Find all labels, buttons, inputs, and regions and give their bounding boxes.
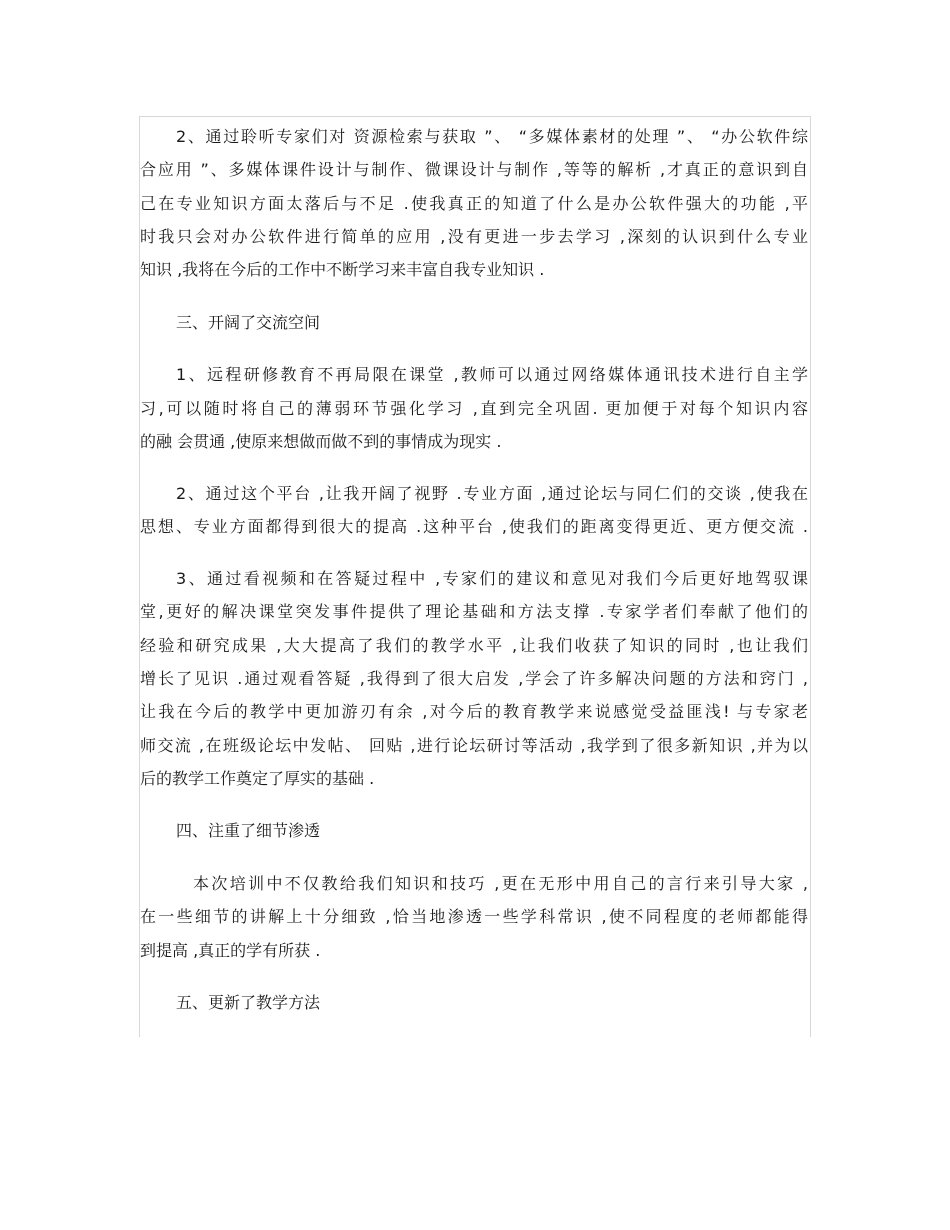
paragraph-line: 的融 会贯通 ,使原来想做而做不到的事情成为现实 . xyxy=(140,432,502,451)
paragraph-line: 堂,更好的解决课堂突发事件提供了理论基础和方法支撑 .专家学者们奉献了他们的 xyxy=(140,602,808,621)
paragraph-line: 师交流 ,在班级论坛中发帖、 回贴 ,进行论坛研讨等活动 ,我学到了很多新知识 ,并为以 xyxy=(140,736,808,755)
paragraph-line: 2、通过聆听专家们对 资源检索与获取 ”、 “多媒体素材的处理 ”、 “办公软件综 xyxy=(176,127,808,146)
paragraph-line: 思想、专业方面都得到很大的提高 .这种平台 ,使我们的距离变得更近、更方便交流 . xyxy=(140,517,808,536)
paragraph-line: 时我只会对办公软件进行简单的应用 ,没有更进一步去学习 ,深刻的认识到什么专业 xyxy=(140,227,808,246)
paragraph-line: 增长了见识 .通过观看答疑 ,我得到了很大启发 ,学会了许多解决问题的方法和窍门 , xyxy=(140,669,808,688)
paragraph-line: 后的教学工作奠定了厚实的基础 . xyxy=(140,769,375,788)
section-heading: 五、更新了教学方法 xyxy=(176,993,321,1012)
section-heading: 三、开阔了交流空间 xyxy=(176,313,321,332)
paragraph-line: 知识 ,我将在今后的工作中不断学习来丰富自我专业知识 . xyxy=(140,260,545,279)
paragraph-line: 到提高 ,真正的学有所获 . xyxy=(140,941,321,960)
paragraph-line: 本次培训中不仅教给我们知识和技巧 ,更在无形中用自己的言行来引导大家 , xyxy=(193,874,808,893)
paragraph-line: 经验和研究成果 ,大大提高了我们的教学水平 ,让我们收获了知识的同时 ,也让我们 xyxy=(140,636,808,655)
section-heading: 四、注重了细节渗透 xyxy=(176,821,321,840)
paragraph-line: 合应用 ”、多媒体课件设计与制作、微课设计与制作 ,等等的解析 ,才真正的意识到自 xyxy=(140,160,808,179)
paragraph-line: 3、通过看视频和在答疑过程中 ,专家们的建议和意见对我们今后更好地驾驭课 xyxy=(176,569,808,588)
paragraph-line: 让我在今后的教学中更加游刃有余 ,对今后的教育教学来说感觉受益匪浅! 与专家老 xyxy=(140,702,808,721)
paragraph-line: 在一些细节的讲解上十分细致 ,恰当地渗透一些学科常识 ,使不同程度的老师都能得 xyxy=(140,907,808,926)
paragraph-line: 习,可以随时将自己的薄弱环节强化学习 ,直到完全巩固. 更加便于对每个知识内容 xyxy=(140,399,808,418)
paragraph-line: 1、远程研修教育不再局限在课堂 ,教师可以通过网络媒体通讯技术进行自主学 xyxy=(176,365,808,384)
paragraph-line: 己在专业知识方面太落后与不足 .使我真正的知道了什么是办公软件强大的功能 ,平 xyxy=(140,194,808,213)
paragraph-line: 2、通过这个平台 ,让我开阔了视野 .专业方面 ,通过论坛与同仁们的交谈 ,使我在 xyxy=(176,484,808,503)
